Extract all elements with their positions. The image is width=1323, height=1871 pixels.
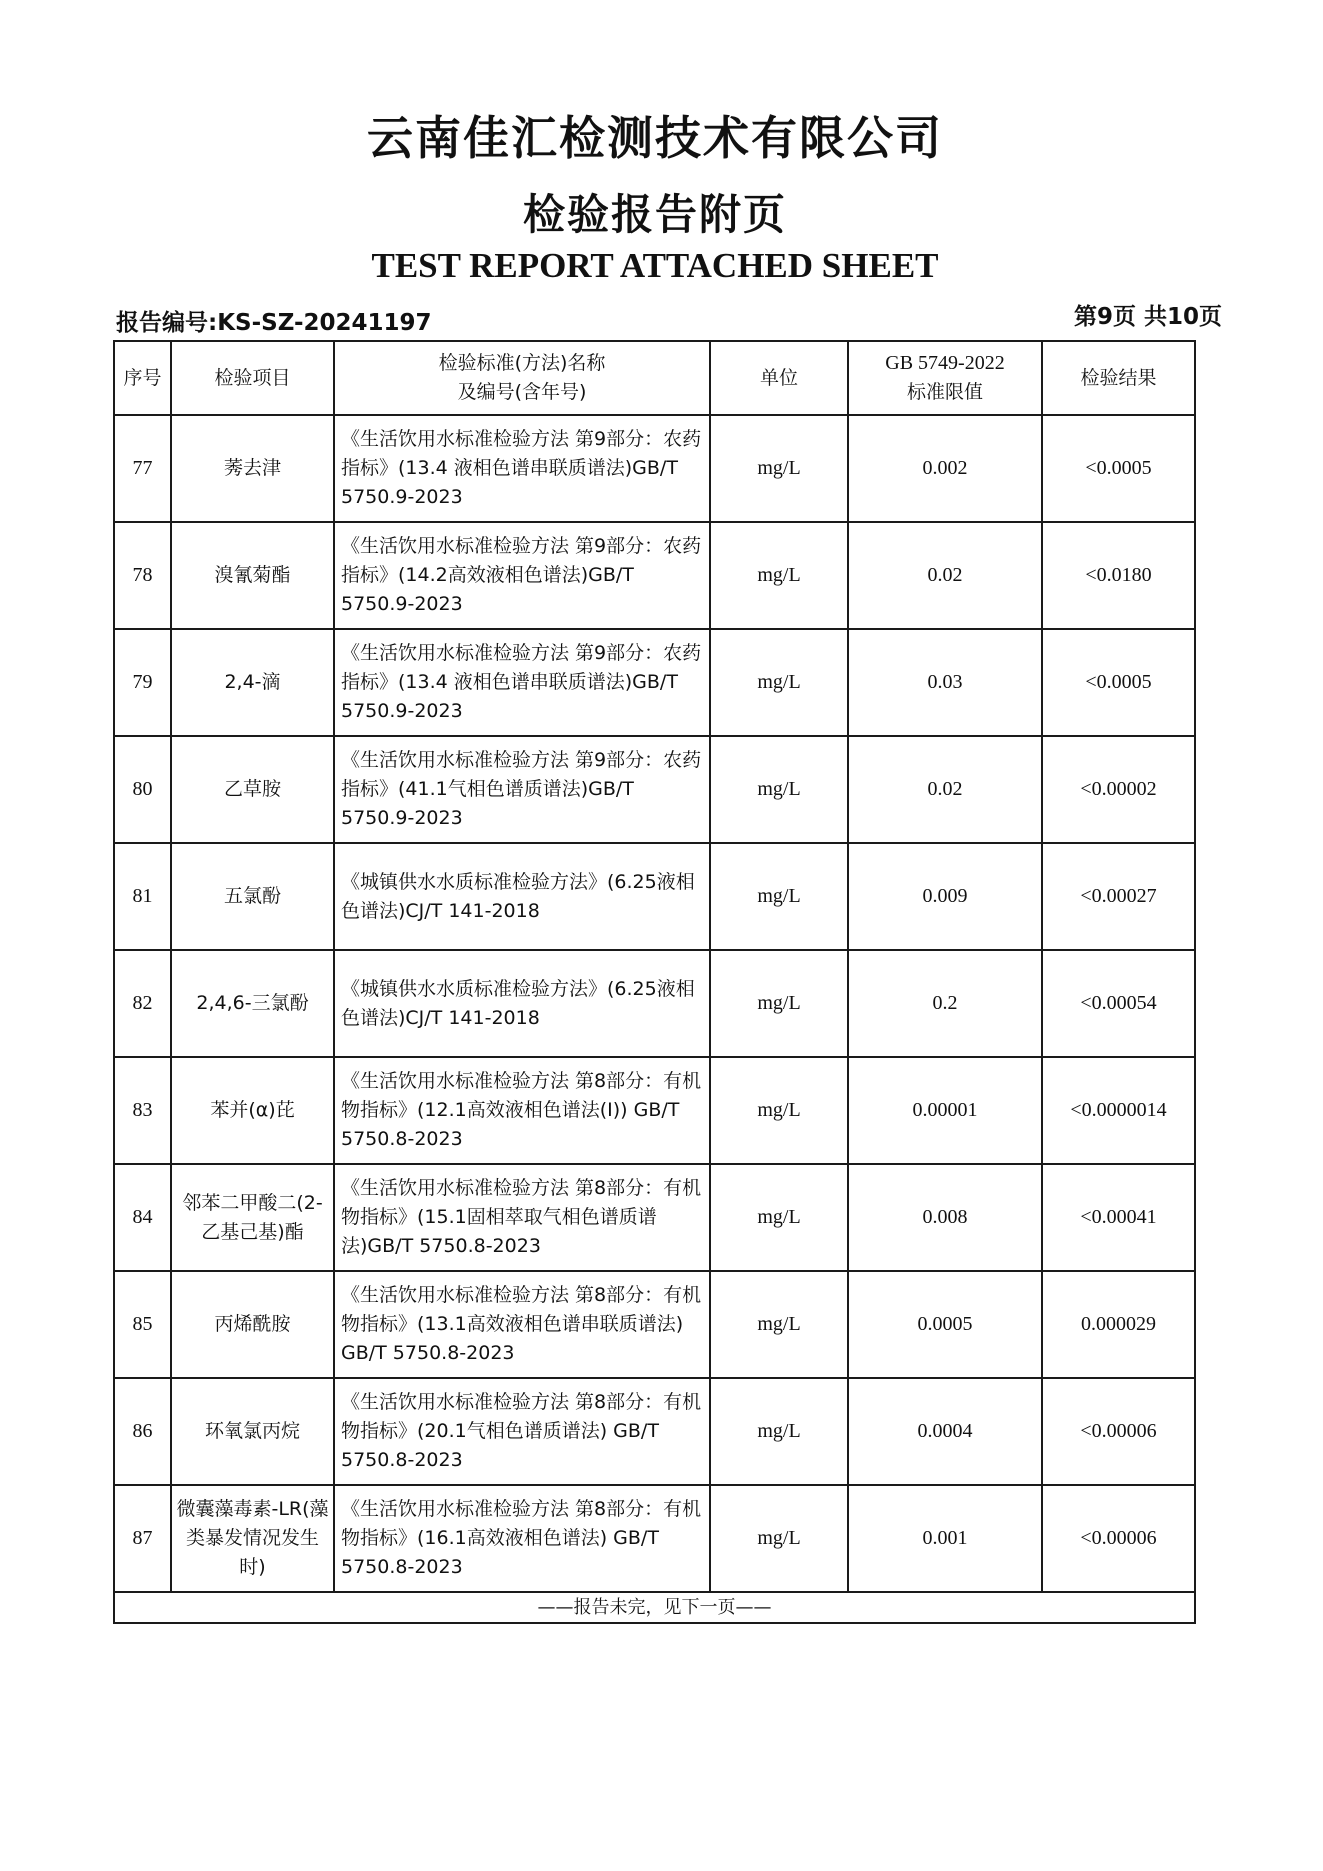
seal-stamp (1300, 780, 1323, 1000)
table-row (114, 843, 1195, 950)
cell-unit: mg/L (710, 843, 848, 950)
cell-unit: mg/L (710, 1271, 848, 1378)
company-name: 云南佳汇检测技术有限公司 (367, 111, 943, 165)
col-header-method-line2: 及编号(含年号) (457, 381, 587, 403)
cell-item: 2,4,6-三氯酚 (171, 950, 334, 1057)
cell-method: 《城镇供水水质标准检验方法》(6.25液相色谱法)CJ/T 141-2018 (334, 843, 710, 950)
cell-result: <0.0005 (1042, 415, 1195, 522)
col-header-method (334, 341, 710, 415)
cell-seq: 80 (114, 736, 171, 843)
cell-seq: 83 (114, 1057, 171, 1164)
cell-method: 《城镇供水水质标准检验方法》(6.25液相色谱法)CJ/T 141-2018 (334, 950, 710, 1057)
cell-item: 溴氰菊酯 (171, 522, 334, 629)
table-row (114, 1057, 1195, 1164)
cell-seq: 87 (114, 1485, 171, 1592)
table-row (114, 950, 1195, 1057)
cell-limit: 0.001 (848, 1485, 1042, 1592)
cell-seq: 79 (114, 629, 171, 736)
table-row (114, 1485, 1195, 1592)
cell-seq: 86 (114, 1378, 171, 1485)
cell-seq: 77 (114, 415, 171, 522)
cell-limit: 0.02 (848, 736, 1042, 843)
cell-unit: mg/L (710, 415, 848, 522)
english-title: TEST REPORT ATTACHED SHEET (371, 246, 939, 285)
cell-method: 《生活饮用水标准检验方法 第8部分：有机物指标》(16.1高效液相色谱法) GB/T 5750.8-2023 (334, 1485, 710, 1592)
results-table (113, 340, 1196, 1624)
cell-result: <0.00041 (1042, 1164, 1195, 1271)
table-footer-row (114, 1592, 1195, 1623)
col-header-unit: 单位 (710, 341, 848, 415)
table-row (114, 415, 1195, 522)
cell-method: 《生活饮用水标准检验方法 第8部分：有机物指标》(20.1气相色谱质谱法) GB/T 5750.8-2023 (334, 1378, 710, 1485)
cell-limit: 0.03 (848, 629, 1042, 736)
table-row (114, 1271, 1195, 1378)
table-row (114, 522, 1195, 629)
cell-seq: 81 (114, 843, 171, 950)
cell-method: 《生活饮用水标准检验方法 第9部分：农药指标》(13.4 液相色谱串联质谱法)GB/T 5750.9-2023 (334, 415, 710, 522)
cell-limit: 0.02 (848, 522, 1042, 629)
cell-seq: 78 (114, 522, 171, 629)
col-header-method-line1: 检验标准(方法)名称 (438, 352, 606, 374)
cell-item: 苯并(α)芘 (171, 1057, 334, 1164)
cell-limit: 0.00001 (848, 1057, 1042, 1164)
cell-item: 莠去津 (171, 415, 334, 522)
cell-method: 《生活饮用水标准检验方法 第8部分：有机物指标》(15.1固相萃取气相色谱质谱法)GB/T 5750.8-2023 (334, 1164, 710, 1271)
cell-method: 《生活饮用水标准检验方法 第9部分：农药指标》(13.4 液相色谱串联质谱法)GB/T 5750.9-2023 (334, 629, 710, 736)
cell-item: 丙烯酰胺 (171, 1271, 334, 1378)
col-header-limit (848, 341, 1042, 415)
cell-limit: 0.2 (848, 950, 1042, 1057)
cell-method: 《生活饮用水标准检验方法 第8部分：有机物指标》(13.1高效液相色谱串联质谱法) GB/T 5750.8-2023 (334, 1271, 710, 1378)
report-number: 报告编号:KS-SZ-20241197 (116, 310, 432, 336)
cell-seq: 84 (114, 1164, 171, 1271)
page-number: 第9页 共10页 (1074, 304, 1223, 330)
cell-item: 微囊藻毒素-LR(藻类暴发情况发生时) (171, 1485, 334, 1592)
cell-unit: mg/L (710, 1057, 848, 1164)
cell-limit: 0.0004 (848, 1378, 1042, 1485)
cell-limit: 0.0005 (848, 1271, 1042, 1378)
cell-result: <0.0005 (1042, 629, 1195, 736)
report-subtitle: 检验报告附页 (522, 190, 787, 239)
cell-result: <0.00006 (1042, 1378, 1195, 1485)
col-header-limit-line1: GB 5749-2022 (885, 352, 1005, 374)
cell-item: 乙草胺 (171, 736, 334, 843)
cell-unit: mg/L (710, 1378, 848, 1485)
cell-unit: mg/L (710, 950, 848, 1057)
cell-limit: 0.009 (848, 843, 1042, 950)
cell-unit: mg/L (710, 1164, 848, 1271)
cell-result: <0.0000014 (1042, 1057, 1195, 1164)
cell-result: <0.00027 (1042, 843, 1195, 950)
cell-result: <0.00006 (1042, 1485, 1195, 1592)
table-header-row (114, 341, 1195, 415)
cell-item: 邻苯二甲酸二(2-乙基己基)酯 (171, 1164, 334, 1271)
cell-item: 五氯酚 (171, 843, 334, 950)
cell-item: 环氧氯丙烷 (171, 1378, 334, 1485)
cell-method: 《生活饮用水标准检验方法 第8部分：有机物指标》(12.1高效液相色谱法(Ⅰ)) GB/T 5750.8-2023 (334, 1057, 710, 1164)
cell-limit: 0.002 (848, 415, 1042, 522)
continuation-note: ——报告未完，见下一页—— (114, 1592, 1195, 1623)
cell-unit: mg/L (710, 629, 848, 736)
table-row (114, 736, 1195, 843)
cell-result: <0.00002 (1042, 736, 1195, 843)
cell-method: 《生活饮用水标准检验方法 第9部分：农药指标》(41.1气相色谱质谱法)GB/T 5750.9-2023 (334, 736, 710, 843)
col-header-seq: 序号 (114, 341, 171, 415)
cell-result: <0.0180 (1042, 522, 1195, 629)
cell-unit: mg/L (710, 736, 848, 843)
col-header-limit-line2: 标准限值 (906, 381, 983, 403)
cell-result: <0.00054 (1042, 950, 1195, 1057)
cell-seq: 82 (114, 950, 171, 1057)
cell-item: 2,4-滴 (171, 629, 334, 736)
table-row (114, 1164, 1195, 1271)
col-header-result: 检验结果 (1042, 341, 1195, 415)
cell-seq: 85 (114, 1271, 171, 1378)
table-row (114, 629, 1195, 736)
cell-unit: mg/L (710, 1485, 848, 1592)
cell-unit: mg/L (710, 522, 848, 629)
col-header-item: 检验项目 (171, 341, 334, 415)
table-row (114, 1378, 1195, 1485)
cell-limit: 0.008 (848, 1164, 1042, 1271)
cell-method: 《生活饮用水标准检验方法 第9部分：农药指标》(14.2高效液相色谱法)GB/T 5750.9-2023 (334, 522, 710, 629)
cell-result: 0.000029 (1042, 1271, 1195, 1378)
